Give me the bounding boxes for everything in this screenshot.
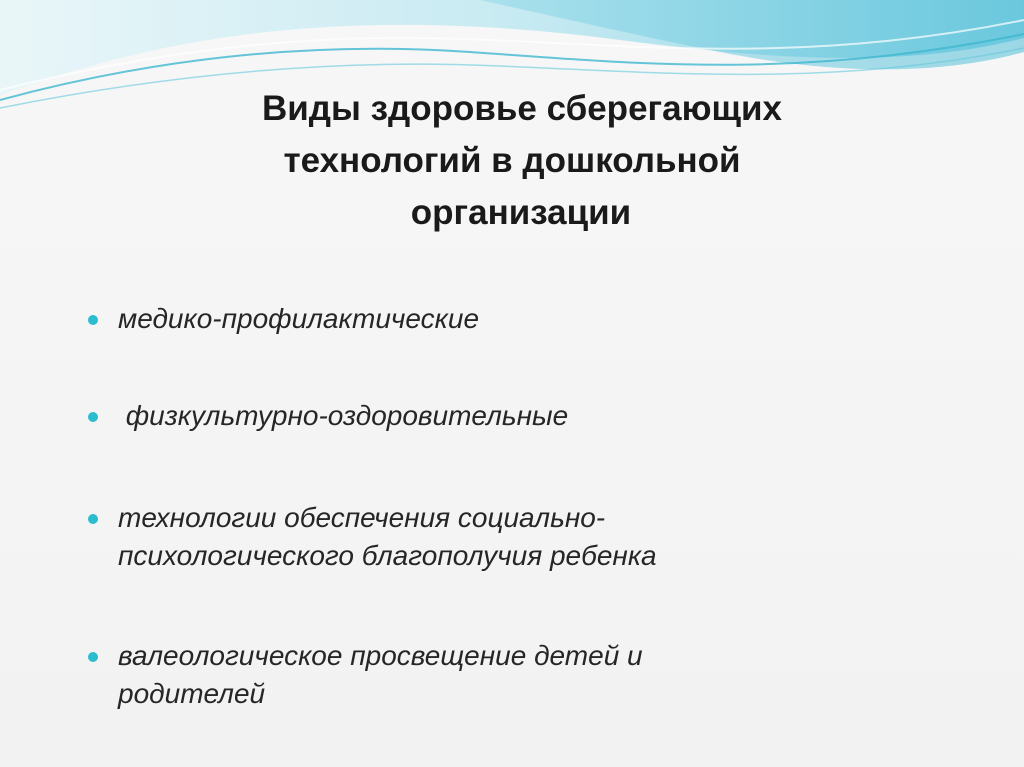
bullet-text-line-1: технологии обеспечения социально-: [118, 502, 606, 533]
bullet-dot-icon: [88, 652, 98, 662]
title-line-3: организации: [410, 193, 632, 232]
bullet-item-social-psych: [88, 499, 988, 575]
bullet-text: медико-профилактические: [118, 303, 480, 334]
bullet-item-physical: [88, 397, 988, 435]
bullet-text-line-2: психологического благополучия ребенка: [118, 540, 657, 571]
title-line-2: технологий в дошкольной: [283, 141, 741, 180]
bullet-text: физкультурно-оздоровительные: [118, 400, 569, 431]
bullet-dot-icon: [88, 412, 98, 422]
bullet-text-line-2: родителей: [118, 678, 266, 709]
bullet-dot-icon: [88, 514, 98, 524]
bullet-dot-icon: [88, 315, 98, 325]
bullet-item-valeology: [88, 637, 988, 713]
bullet-text-line-1: валеологическое просвещение детей и: [118, 640, 643, 671]
bullet-item-medical: [88, 300, 988, 338]
title-line-1: Виды здоровье сберегающих: [262, 89, 782, 128]
